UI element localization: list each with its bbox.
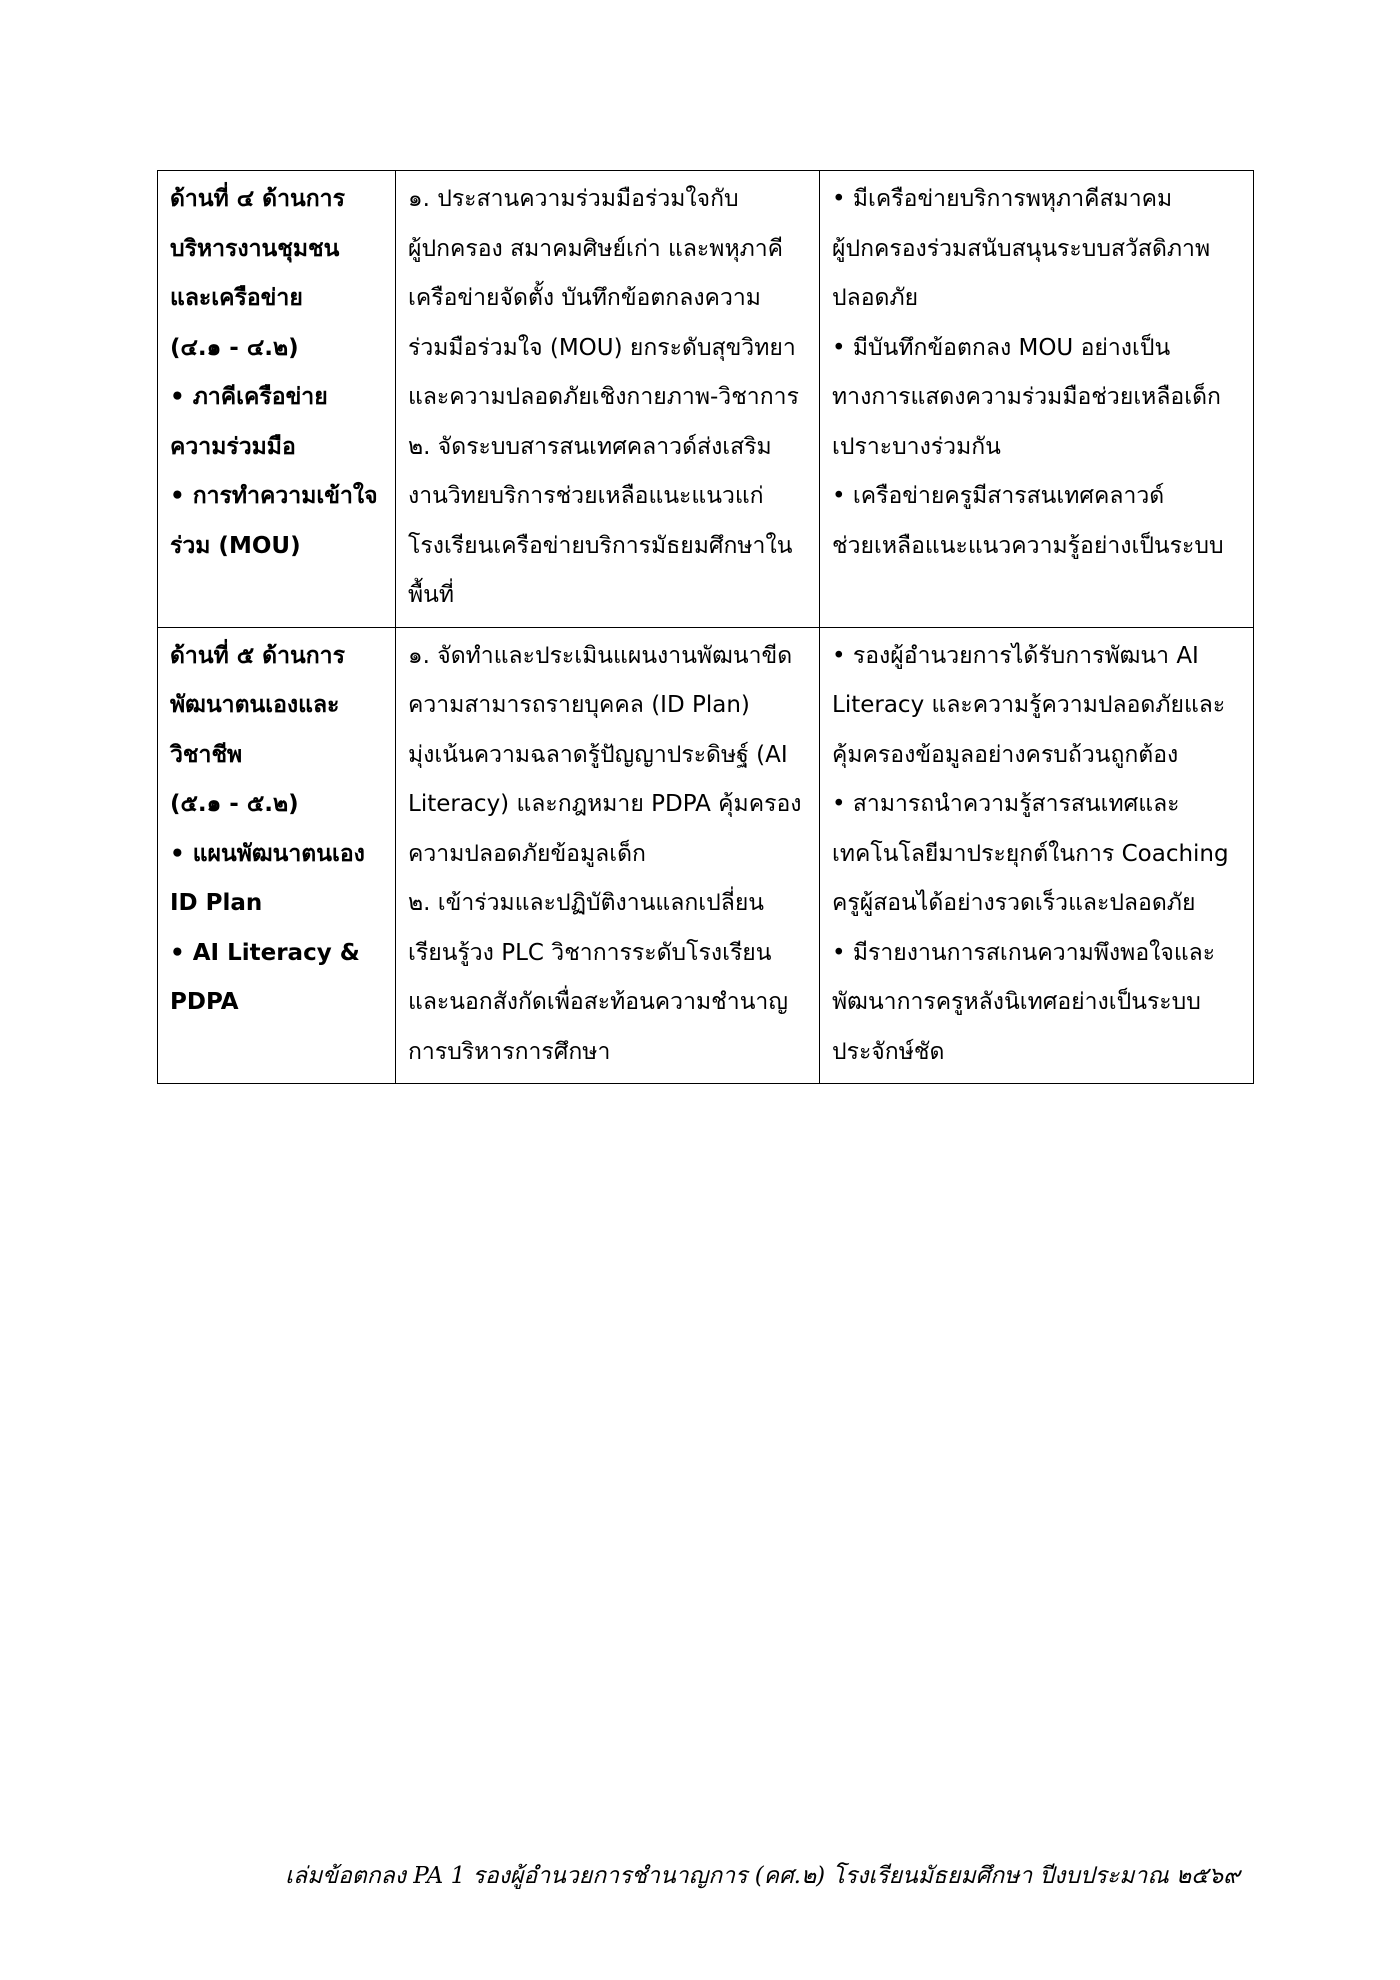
aspect-line: (๕.๑ - ๕.๒) [170,791,299,817]
task-line: งานวิทยบริการช่วยเหลือแนะแนวแก่ [408,483,764,509]
outcome-line: • มีรายงานการสเกนความพึงพอใจและ [832,939,1216,966]
outcome-line: • มีบันทึกข้อตกลง MOU อย่างเป็น [832,334,1171,361]
task-line: เรียนรู้วง PLC วิชาการระดับโรงเรียน [408,939,772,966]
outcomes-cell [820,171,1254,628]
task-line: ๒. เข้าร่วมและปฏิบัติงานแลกเปลี่ยน [408,890,765,916]
aspect-line: ความร่วมมือ [170,433,296,460]
aspect-line: • แผนพัฒนาตนเอง [170,840,365,867]
tasks-cell [396,627,820,1084]
aspect-line: • การทำความเข้าใจ [170,483,378,509]
aspect-line: พัฒนาตนเองและ [170,692,340,718]
outcome-line: ผู้ปกครองร่วมสนับสนุนระบบสวัสดิภาพ [832,235,1211,262]
table-row [158,171,1254,628]
task-line: ๑. ประสานความร่วมมือร่วมใจกับ [408,186,739,212]
task-line: Literacy) และกฎหมาย PDPA คุ้มครอง [408,791,802,817]
aspect-cell [158,627,396,1084]
task-line: มุ่งเน้นความฉลาดรู้ปัญญาประดิษฐ์ (AI [408,741,788,768]
task-line: และนอกสังกัดเพื่อสะท้อนความชำนาญ [408,989,788,1015]
aspect-line: ด้านที่ ๔ ด้านการ [170,186,345,212]
outcomes-cell [820,627,1254,1084]
task-line: ผู้ปกครอง สมาคมศิษย์เก่า และพหุภาคี [408,235,784,262]
outcome-line: คุ้มครองข้อมูลอย่างครบถ้วนถูกต้อง [832,741,1179,768]
aspect-line: • ภาคีเครือข่าย [170,384,328,410]
agreement-table [157,170,1254,1084]
aspect-cell [158,171,396,628]
outcome-line: เทคโนโลยีมาประยุกต์ในการ Coaching [832,840,1229,867]
outcome-line: ประจักษ์ชัด [832,1038,945,1065]
table-body [158,171,1254,1084]
task-line: ความสามารถรายบุคคล (ID Plan) [408,692,750,718]
outcome-line: • เครือข่ายครูมีสารสนเทศคลาวด์ [832,483,1165,509]
task-line: โรงเรียนเครือข่ายบริการมัธยมศึกษาใน [408,532,793,559]
outcome-line: • รองผู้อำนวยการได้รับการพัฒนา AI [832,642,1199,669]
outcome-line: เปราะบางร่วมกัน [832,433,1001,460]
outcome-line: • มีเครือข่ายบริการพหุภาคีสมาคม [832,186,1173,212]
outcome-line: พัฒนาการครูหลังนิเทศอย่างเป็นระบบ [832,989,1201,1015]
outcome-line: ครูผู้สอนได้อย่างรวดเร็วและปลอดภัย [832,890,1196,916]
aspect-line: • AI Literacy & [170,939,360,966]
aspect-line: PDPA [170,989,239,1015]
aspect-line: และเครือข่าย [170,285,303,311]
aspect-line: ร่วม (MOU) [170,532,301,559]
table-row [158,627,1254,1084]
task-line: ๑. จัดทำและประเมินแผนงานพัฒนาขีด [408,642,793,669]
tasks-cell [396,171,820,628]
outcome-line: ทางการแสดงความร่วมมือช่วยเหลือเด็ก [832,384,1221,410]
task-line: การบริหารการศึกษา [408,1038,611,1065]
task-line: ความปลอดภัยข้อมูลเด็ก [408,840,646,867]
task-line: และความปลอดภัยเชิงกายภาพ-วิชาการ [408,384,799,410]
outcome-line: ปลอดภัย [832,285,919,311]
aspect-line: (๔.๑ - ๔.๒) [170,334,299,361]
task-line: พื้นที่ [408,582,455,608]
aspect-line: ด้านที่ ๕ ด้านการ [170,642,345,669]
outcome-line: Literacy และความรู้ความปลอดภัยและ [832,692,1226,718]
page-footer: เล่มข้อตกลง PA 1 รองผู้อำนวยการชำนาญการ (คศ.๒) โรงเรียนมัธยมศึกษา ปีงบประมาณ ๒๕๖๙ [285,1863,1240,1889]
aspect-line: ID Plan [170,890,263,916]
aspect-line: บริหารงานชุมชน [170,235,340,262]
task-line: ร่วมมือร่วมใจ (MOU) ยกระดับสุขวิทยา [408,334,796,361]
aspect-line: วิชาชีพ [170,741,243,768]
task-line: ๒. จัดระบบสารสนเทศคลาวด์ส่งเสริม [408,433,772,460]
task-line: เครือข่ายจัดตั้ง บันทึกข้อตกลงความ [408,285,761,311]
outcome-line: • สามารถนำความรู้สารสนเทศและ [832,791,1180,817]
outcome-line: ช่วยเหลือแนะแนวความรู้อย่างเป็นระบบ [832,532,1224,559]
